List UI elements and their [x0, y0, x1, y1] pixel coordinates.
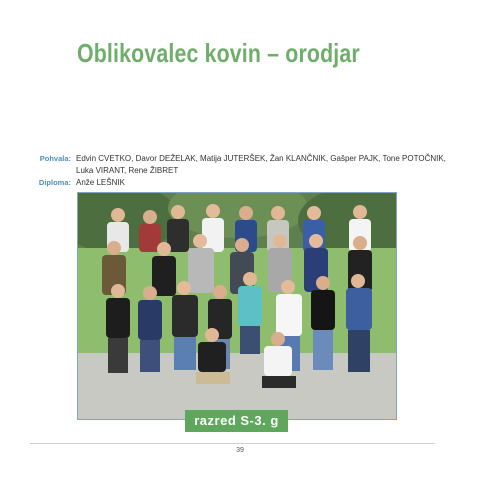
award-names-diploma: Anže LEŠNIK — [76, 178, 125, 187]
class-photo-illustration — [78, 193, 397, 420]
page-title: Oblikovalec kovin – orodjar — [77, 38, 360, 68]
page-number: 39 — [236, 447, 244, 454]
award-row-diploma — [30, 177, 450, 189]
awards-section — [30, 153, 450, 189]
award-label-diploma: Diploma: — [38, 178, 71, 187]
class-caption-badge: razred S-3. g — [185, 410, 288, 432]
award-row-praise — [30, 153, 450, 177]
footer-divider — [30, 443, 435, 444]
award-names-praise: Edvin CVETKO, Davor DEŽELAK, Matija JUTERŠEK, Žan KLANČNIK, Gašper PAJK, Tone POTOČNIK, Luka VIRANT, Rene ŽIBRET — [76, 154, 446, 175]
award-label-praise: Pohvala: — [39, 154, 71, 163]
class-photo — [77, 192, 397, 420]
